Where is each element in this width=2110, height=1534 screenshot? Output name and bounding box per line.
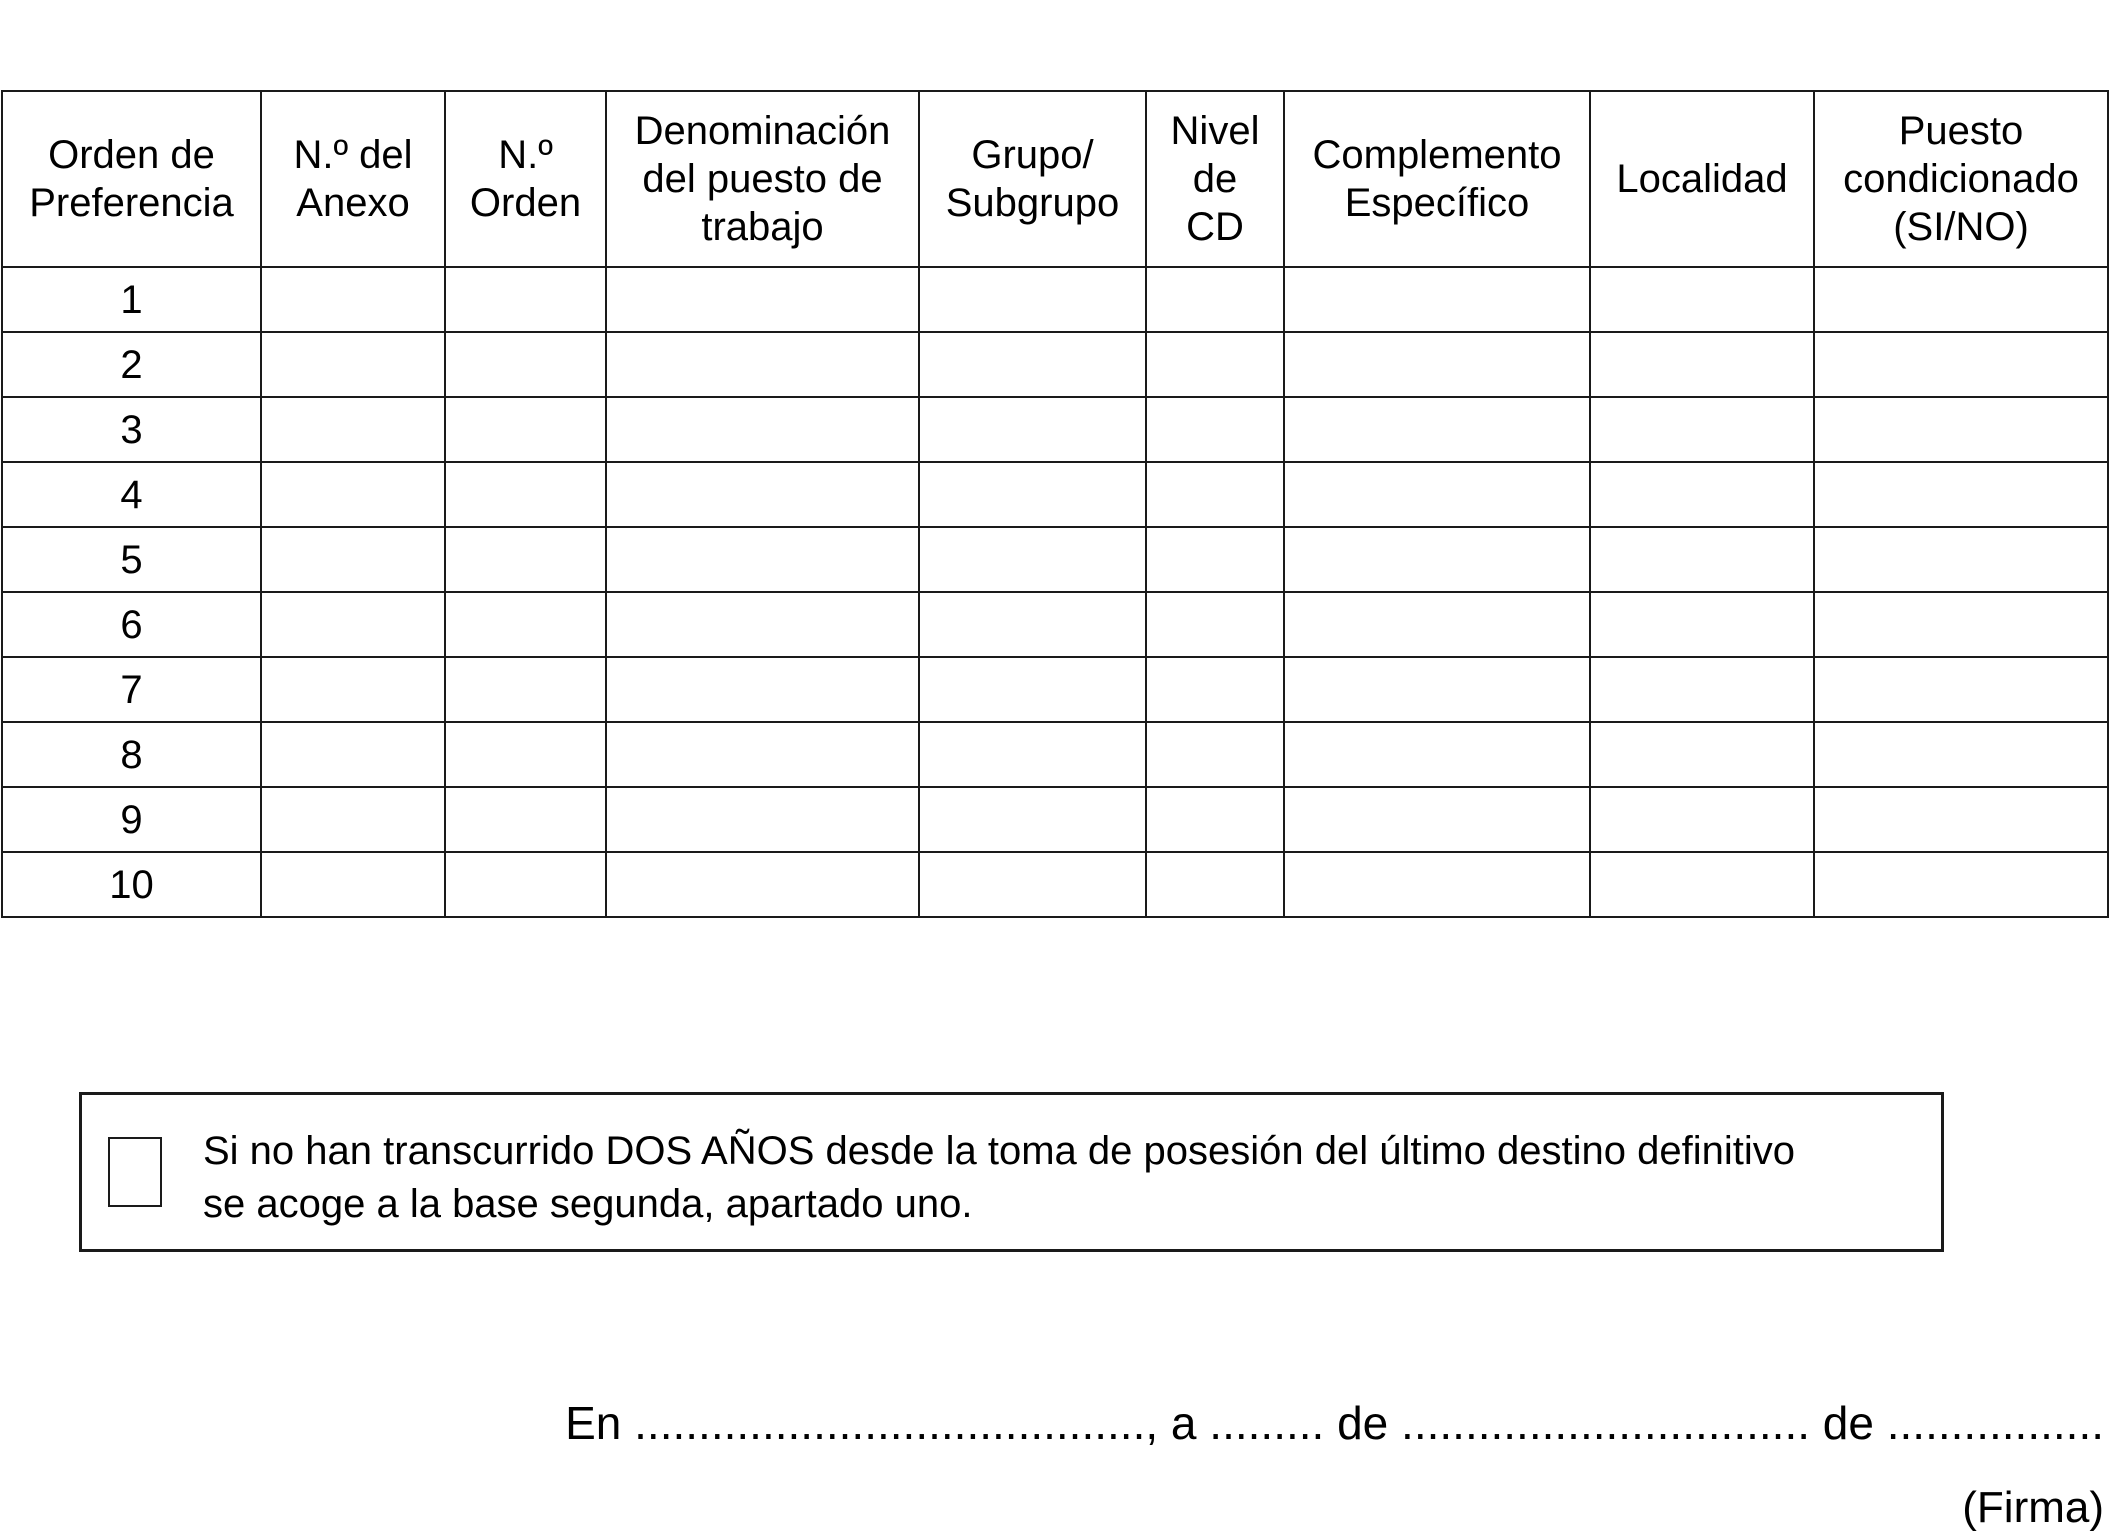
column-header — [261, 91, 445, 267]
column-header-line: Denominación — [634, 109, 891, 153]
column-header — [1146, 91, 1284, 267]
table-cell[interactable] — [1146, 722, 1284, 787]
two-years-checkbox[interactable] — [108, 1137, 162, 1207]
table-cell[interactable] — [919, 267, 1146, 332]
table-row — [2, 722, 2108, 787]
preference-number: 10 — [2, 852, 261, 917]
table-cell[interactable] — [445, 397, 606, 462]
preference-number: 9 — [2, 787, 261, 852]
column-header-line: Orden — [469, 181, 582, 225]
column-header — [2, 91, 261, 267]
table-cell[interactable] — [606, 462, 919, 527]
table-cell[interactable] — [445, 462, 606, 527]
column-header-line: Grupo/ — [971, 133, 1094, 177]
table-cell[interactable] — [919, 852, 1146, 917]
table-cell[interactable] — [1814, 527, 2108, 592]
table-cell[interactable] — [919, 592, 1146, 657]
column-header-line: del puesto de — [642, 157, 883, 201]
table-cell[interactable] — [606, 722, 919, 787]
table-cell[interactable] — [261, 787, 445, 852]
table-cell[interactable] — [1284, 787, 1590, 852]
table-cell[interactable] — [1284, 592, 1590, 657]
table-cell[interactable] — [1814, 267, 2108, 332]
table-cell[interactable] — [1284, 332, 1590, 397]
notice-text — [203, 1125, 1795, 1231]
column-header-line: Subgrupo — [945, 181, 1120, 225]
column-header — [1814, 91, 2108, 267]
table-cell[interactable] — [1146, 657, 1284, 722]
table-row — [2, 657, 2108, 722]
column-header — [1590, 91, 1814, 267]
table-cell[interactable] — [1146, 527, 1284, 592]
table-cell[interactable] — [261, 657, 445, 722]
table-cell[interactable] — [606, 787, 919, 852]
table-cell[interactable] — [261, 852, 445, 917]
table-cell[interactable] — [445, 722, 606, 787]
table-cell[interactable] — [1146, 332, 1284, 397]
table-cell[interactable] — [1814, 722, 2108, 787]
table-cell[interactable] — [1284, 852, 1590, 917]
table-cell[interactable] — [1590, 657, 1814, 722]
table-cell[interactable] — [919, 332, 1146, 397]
table-cell[interactable] — [1590, 852, 1814, 917]
table-cell[interactable] — [1814, 852, 2108, 917]
column-header — [445, 91, 606, 267]
table-cell[interactable] — [1590, 462, 1814, 527]
table-row — [2, 267, 2108, 332]
column-header-line: Localidad — [1616, 157, 1788, 201]
table-cell[interactable] — [606, 332, 919, 397]
table-cell[interactable] — [1146, 852, 1284, 917]
preference-number: 6 — [2, 592, 261, 657]
table-cell[interactable] — [445, 592, 606, 657]
column-header-line: Complemento — [1312, 133, 1562, 177]
table-cell[interactable] — [919, 722, 1146, 787]
preference-number: 2 — [2, 332, 261, 397]
table-cell[interactable] — [1146, 397, 1284, 462]
table-cell[interactable] — [606, 592, 919, 657]
table-cell[interactable] — [445, 657, 606, 722]
column-header-line: Nivel — [1170, 109, 1260, 153]
column-header-line: condicionado — [1843, 157, 2079, 201]
column-header-line: (SI/NO) — [1893, 205, 2029, 249]
column-header — [606, 91, 919, 267]
table-cell[interactable] — [919, 397, 1146, 462]
column-header-line: trabajo — [701, 205, 824, 249]
table-cell[interactable] — [261, 267, 445, 332]
table-cell[interactable] — [919, 657, 1146, 722]
table-cell[interactable] — [1814, 332, 2108, 397]
preference-number: 7 — [2, 657, 261, 722]
table-cell[interactable] — [1146, 267, 1284, 332]
table-cell[interactable] — [1284, 397, 1590, 462]
column-header-line: Puesto — [1898, 109, 2024, 153]
table-cell[interactable] — [1814, 397, 2108, 462]
signature-label: (Firma) — [1962, 1483, 2104, 1532]
place-date-line: En ........................................, a ......... de ................................ de ................. — [565, 1397, 2104, 1449]
table-cell[interactable] — [1814, 657, 2108, 722]
table-cell[interactable] — [1146, 592, 1284, 657]
table-cell[interactable] — [1590, 527, 1814, 592]
table-row — [2, 852, 2108, 917]
preference-number: 8 — [2, 722, 261, 787]
table-cell[interactable] — [445, 267, 606, 332]
column-header-line: Anexo — [296, 181, 410, 225]
table-cell[interactable] — [1146, 462, 1284, 527]
table-cell[interactable] — [1814, 787, 2108, 852]
column-header-line: Preferencia — [29, 181, 234, 225]
notice-line-1: Si no han transcurrido DOS AÑOS desde la toma de posesión del último destino definitivo — [203, 1129, 1795, 1173]
table-cell[interactable] — [1814, 592, 2108, 657]
table-cell[interactable] — [445, 852, 606, 917]
two-years-notice — [79, 1092, 1944, 1252]
table-cell[interactable] — [261, 462, 445, 527]
table-cell[interactable] — [1590, 267, 1814, 332]
table-cell[interactable] — [1284, 722, 1590, 787]
table-cell[interactable] — [919, 787, 1146, 852]
column-header-line: N.º — [498, 133, 553, 177]
table-row — [2, 397, 2108, 462]
table-row — [2, 527, 2108, 592]
column-header-line: de — [1192, 157, 1238, 201]
table-cell[interactable] — [445, 527, 606, 592]
notice-line-2: se acoge a la base segunda, apartado uno. — [203, 1182, 973, 1226]
table-cell[interactable] — [261, 527, 445, 592]
table-cell[interactable] — [261, 397, 445, 462]
table-cell[interactable] — [261, 332, 445, 397]
table-row — [2, 462, 2108, 527]
preference-number: 1 — [2, 267, 261, 332]
preference-number: 3 — [2, 397, 261, 462]
column-header-line: N.º del — [293, 133, 413, 177]
table-cell[interactable] — [261, 722, 445, 787]
table-cell[interactable] — [445, 332, 606, 397]
column-header-line: Orden de — [48, 133, 215, 177]
table-row — [2, 332, 2108, 397]
table-cell[interactable] — [606, 397, 919, 462]
table-cell[interactable] — [445, 787, 606, 852]
table-cell[interactable] — [1284, 657, 1590, 722]
table-cell[interactable] — [606, 852, 919, 917]
column-header — [919, 91, 1146, 267]
table-cell[interactable] — [1590, 397, 1814, 462]
table-cell[interactable] — [919, 527, 1146, 592]
table-header-row — [2, 91, 2108, 267]
table-cell[interactable] — [919, 462, 1146, 527]
table-cell[interactable] — [1590, 332, 1814, 397]
preference-number: 4 — [2, 462, 261, 527]
table-cell[interactable] — [1814, 462, 2108, 527]
table-row — [2, 787, 2108, 852]
table-cell[interactable] — [1284, 462, 1590, 527]
preference-number: 5 — [2, 527, 261, 592]
table-cell[interactable] — [261, 592, 445, 657]
table-cell[interactable] — [606, 657, 919, 722]
column-header-line: Específico — [1344, 181, 1530, 225]
table-cell[interactable] — [1284, 527, 1590, 592]
preference-table — [1, 90, 2109, 918]
column-header — [1284, 91, 1590, 267]
table-cell[interactable] — [606, 527, 919, 592]
table-cell[interactable] — [606, 267, 919, 332]
table-row — [2, 592, 2108, 657]
table-cell[interactable] — [1590, 592, 1814, 657]
table-cell[interactable] — [1590, 787, 1814, 852]
table-cell[interactable] — [1146, 787, 1284, 852]
table-cell[interactable] — [1590, 722, 1814, 787]
table-cell[interactable] — [1284, 267, 1590, 332]
column-header-line: CD — [1186, 205, 1244, 249]
